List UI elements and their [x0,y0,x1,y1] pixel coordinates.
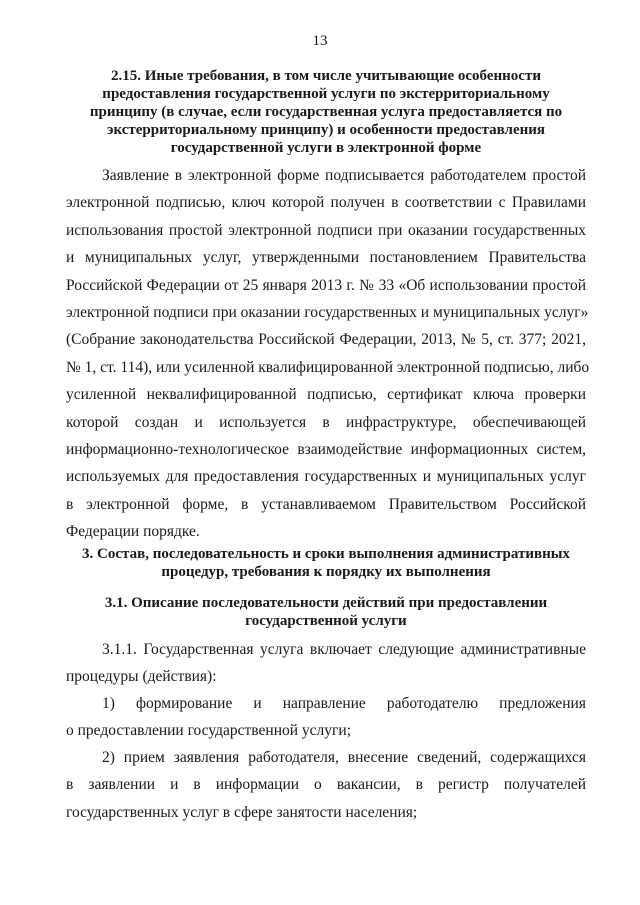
body-line: которой создан и используется в инфраструктуре, обеспечивающей [66,413,586,431]
heading-line: 3. Состав, последовательность и сроки выполнения административных [82,546,570,562]
body-line: и муниципальных услуг, утвержденными постановлением Правительства [66,249,586,267]
body-line: в заявлении и в информации о вакансии, в регистр получателей [66,776,586,794]
body-line: 1) формирование и направление работодателю предложения [102,695,586,712]
heading-line: 2.15. Иные требования, в том числе учитывающие особенности [111,68,541,84]
section-3-heading [66,545,586,581]
body-line: электронной подписью, ключ которой получен в соответствии с Правилами [66,194,586,212]
section-3-1-heading [66,594,586,630]
body-line: использования простой электронной подписи при оказании государственных [66,221,586,239]
heading-line: предоставления государственной услуги по экстерриториальному [102,86,550,102]
body-line: о предоставлении государственной услуги; [66,722,351,740]
section-2-15-heading [66,67,586,157]
body-line: 3.1.1. Государственная услуга включает следующие административные [102,641,586,658]
section-2-15-body [66,162,590,546]
heading-line: процедур, требования к порядку их выполнения [161,564,491,580]
body-line: Заявление в электронной форме подписывается работодателем простой [102,167,586,184]
body-line: (Собрание законодательства Российской Федерации, 2013, № 5, ст. 377; 2021, [66,331,586,349]
body-line: государственных услуг в сфере занятости населения; [66,803,418,821]
body-line: № 1, ст. 114), или усиленной квалифицированной электронной подписью, либо [66,358,590,376]
heading-line: принципу (в случае, если государственная услуга предоставляется по [89,104,563,120]
heading-line: экстерриториальному принципу) и особенности предоставления [107,122,545,138]
body-line: Российской Федерации от 25 января 2013 г. № 33 «Об использовании простой [66,276,586,294]
body-line: в электронной форме, в устанавливаемом Правительством Российской [66,495,586,513]
body-line: 2) прием заявления работодателя, внесение сведений, содержащихся [102,749,586,766]
body-line: информационно-технологическое взаимодействие информационных систем, [66,441,586,459]
body-line: процедуры (действия): [66,668,217,686]
paragraph-3-1-1 [66,636,586,691]
page-number: 13 [312,33,328,49]
list-item [66,744,586,826]
body-line: Федерации порядке. [66,523,200,541]
list-item [66,690,586,745]
body-line: электронной подписи при оказании государственных и муниципальных услуг» [66,304,589,322]
heading-line: государственной услуги в электронной форме [170,140,482,156]
body-line: используемых для предоставления государственных и муниципальных услуг [66,468,586,486]
heading-line: 3.1. Описание последовательности действий при предоставлении [104,595,548,611]
heading-line: государственной услуги [245,613,407,629]
body-line: усиленной неквалифицированной подписью, сертификат ключа проверки [66,386,586,404]
